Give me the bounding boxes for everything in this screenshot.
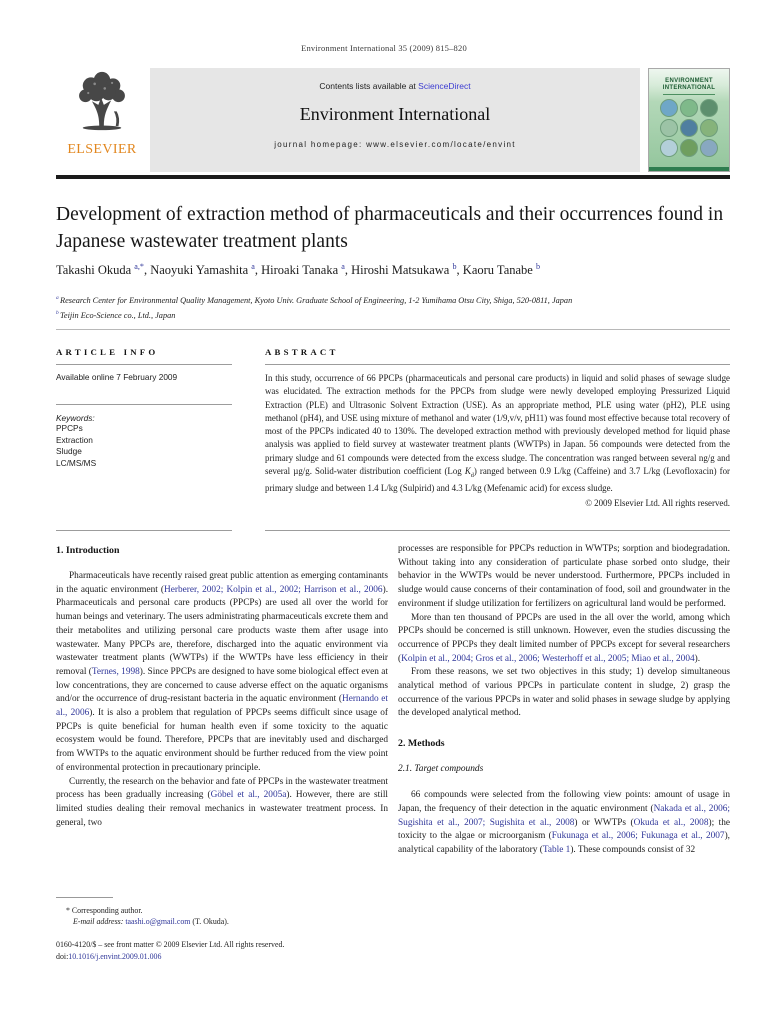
cover-thumbnail xyxy=(680,99,698,117)
abstract-copyright: © 2009 Elsevier Ltd. All rights reserved. xyxy=(585,498,730,509)
journal-cover xyxy=(648,68,730,172)
citation-link[interactable]: Herberer, 2002; Kolpin et al., 2002; Harrison et al., 2006 xyxy=(164,584,383,595)
email-link[interactable]: taashi.o@gmail.com xyxy=(125,917,191,926)
text-run: More than ten thousand of PPCPs are used in the all over the world, among which PPCPs should be concerned is still unknown. However, even the studies discussing the occurrence of PPCPs they dealt limited number of PPCPs except for several researchers ( xyxy=(398,612,730,664)
cover-thumbnail xyxy=(700,119,718,137)
cover-thumbnail xyxy=(660,99,678,117)
text-run: a xyxy=(56,295,61,301)
cover-footer-bar xyxy=(649,167,729,171)
available-online: Available online 7 February 2009 xyxy=(56,372,178,382)
article-info-panel xyxy=(56,347,232,470)
text-run: , Kaoru Tanabe xyxy=(456,263,536,278)
keyword: LC/MS/MS xyxy=(56,458,97,469)
text-run: Teijin Eco-Science co., Ltd., Japan xyxy=(60,310,176,320)
issn-copyright-line: 0160-4120/$ – see front matter © 2009 Elsevier Ltd. All rights reserved. xyxy=(56,940,285,949)
elsevier-tree-icon xyxy=(73,71,131,137)
text-run: In this study, occurrence of 66 PPCPs (pharmaceuticals and personal care products) in liquid and solid phases of sewage sludge was elucidated. The extraction methods for the PPCPs from sludge were newly developed employing Pressurized Liquid Extraction (PLE) and Ultrasonic Solvent Extraction (USE). As an appropriate method, PLE using water (pH2), PLE using methanol (pH4), and USE using mixture of methanol and water (1/9,v/v, pH11) was found most effective because total recovery of most of the PPCPs indicated 40 to 130%. The developed extraction method with previously developed method for liquid phase analysis was applied to field survey at wastewater treatment plants (WWTPs) in Japan. 56 compounds were detected from the primary sludge and 61 compounds were detected from the excess sludge. The concentration was ranged between several ng/g and several µg/g. Solid-water distribution coefficient (Log xyxy=(265,373,730,477)
text-run: From these reasons, we set two objectives in this study; 1) develop simultaneous analytical method of various PPCPs in particulate content in sludge, 2) grasp the occurrence of the various PPCPs in water and solid phases in sewage sludge by applying the developed analytical method. xyxy=(398,667,730,719)
text-run: b xyxy=(56,309,61,316)
intro-paragraph-2 xyxy=(56,776,388,831)
keyword: Sludge xyxy=(56,446,82,457)
intro-paragraph-1 xyxy=(56,570,388,776)
contents-available-line xyxy=(150,81,640,91)
text-run: d xyxy=(470,471,474,479)
text-run: b xyxy=(452,262,457,271)
abstract-heading: ABSTRACT xyxy=(265,347,339,357)
text-run: 66 compounds were selected from the following view points: amount of usage in Japan, the frequency of their detection in the aquatic environment ( xyxy=(398,790,730,814)
cover-thumbnail xyxy=(700,99,718,117)
keyword: Extraction xyxy=(56,434,93,445)
text-run: ); the toxicity to the algae or microorganism ( xyxy=(398,817,730,842)
email-suffix: (T. Okuda). xyxy=(190,917,229,926)
abstract-panel xyxy=(265,347,730,508)
citation-link[interactable]: Kolpin et al., 2004; Gros et al., 2006; Westerhoff et al., 2005; Miao et al., 2004 xyxy=(401,653,695,664)
header-divider xyxy=(56,175,730,179)
text-run: ). xyxy=(694,653,701,664)
abstract-text xyxy=(265,372,730,495)
text-run: ). However, there are still limited studies dealing their removal mechanics in wastewater treatment process. In general, two xyxy=(56,790,389,828)
citation-link[interactable]: Ternes, 1998 xyxy=(91,666,140,677)
cover-title: ENVIRONMENT INTERNATIONAL xyxy=(662,78,716,91)
section-heading-introduction: 1. Introduction xyxy=(56,545,120,556)
cover-thumbnail xyxy=(660,119,678,137)
article-info-rule-2 xyxy=(56,404,232,405)
text-run: ). Since PPCPs are designed to have some biological effect even at low concentrations, they are concerned to cause adverse effect on the aquatic organisms and/or the occurrence of drug-resistant bacteria in the aquatic environment ( xyxy=(56,666,388,705)
email-label: E-mail address: xyxy=(73,917,126,926)
citation-link[interactable]: Göbel et al., 2005a xyxy=(210,790,287,801)
cover-thumbnail xyxy=(680,119,698,137)
footer-block xyxy=(56,939,396,962)
journal-masthead xyxy=(150,68,640,172)
journal-citation-header: Environment International 35 (2009) 815–820 xyxy=(301,43,467,53)
sciencedirect-link[interactable]: ScienceDirect xyxy=(418,81,471,91)
cover-thumbnail xyxy=(700,139,718,157)
footnote-rule xyxy=(56,897,113,898)
text-run: Research Center for Environmental Quality Management, Kyoto Univ. Graduate School of Engineering, 1-2 Yumihama Otsu City, Shiga, 520-0811, Japan xyxy=(60,295,573,305)
methods-paragraph-1 xyxy=(398,789,730,858)
journal-banner xyxy=(56,68,730,172)
subsection-heading-target-compounds: 2.1. Target compounds xyxy=(398,764,484,775)
text-run: b xyxy=(535,262,541,271)
cover-thumbnail xyxy=(680,139,698,157)
text-run: a,* xyxy=(134,262,144,271)
affiliation-divider xyxy=(56,329,730,330)
corresponding-author-note: * Corresponding author. xyxy=(66,906,143,915)
text-run: processes are responsible for PPCPs reduction in WWTPs; sorption and biodegradation. Without taking into any consideration of particulate phase sorbed onto sludge, their behavior in the WWTPs would be never understood. Furthermore, PPCPs included in sludge would cause concerns of their contamination of food, soil and groundwater in the environment if sludge utilization for fertilizers on agricultural land would be performed. xyxy=(398,544,730,609)
text-run: ). Pharmaceuticals and personal care products (PPCPs) are used all over the world for human beings and veterinary. The users administrating pharmaceuticals excrete them and their metabolites and utilizing personal care products waste them after usage into wastewater. Many PPCPs are, therefore, discharged into the aquatic environment via wastewater treatment plants (WWTPs) if the WWTPs have less efficiency in their removal ( xyxy=(56,584,389,677)
affiliations xyxy=(56,292,730,322)
text-run: a xyxy=(251,262,255,271)
article-info-rule xyxy=(56,364,232,365)
text-run: ), analytical capability of the laboratory ( xyxy=(398,831,730,855)
affiliation-a xyxy=(56,292,730,307)
text-run: Takashi Okuda xyxy=(56,263,135,278)
section-heading-methods: 2. Methods xyxy=(398,738,445,750)
doi-link[interactable]: 10.1016/j.envint.2009.01.006 xyxy=(68,951,162,961)
text-run: ). It is also a problem that regulation of PPCPs seems difficult since usage of PPCPs is quite beneficial for human health even if some toxicity to the aquatic ecosystem would be found. Therefore, PPCPs that are inevitably used and discharged from WWTPs to the aquatic environment should be further reduced from the view point of environmental protection in precautionary principle. xyxy=(56,708,388,773)
keyword: PPCPs xyxy=(56,423,83,433)
elsevier-wordmark: ELSEVIER xyxy=(67,142,137,157)
affiliation-b xyxy=(56,307,730,322)
article-info-heading: ARTICLE INFO xyxy=(56,347,159,357)
text-run: ). These compounds consist of 32 xyxy=(570,844,696,855)
keywords-label: Keywords: xyxy=(56,413,95,423)
contents-label: Contents lists available at xyxy=(319,81,419,91)
cover-thumbnail xyxy=(660,139,678,157)
email-line xyxy=(56,916,388,927)
abstract-rule xyxy=(265,364,730,365)
text-run: K xyxy=(464,466,471,477)
text-run: , Hiroaki Tanaka xyxy=(254,263,342,278)
journal-homepage-link[interactable]: journal homepage: www.elsevier.com/locate/envint xyxy=(274,140,516,149)
citation-link[interactable]: Table 1 xyxy=(542,844,571,855)
text-run: ) ranged between 0.9 L/kg (Caffeine) and 3.7 L/kg (Levofloxacin) for primary sludge and between 1.4 L/kg (Sulpirid) and 4.3 L/kg (Mefenamic acid) for excess sludge. xyxy=(265,466,730,494)
intro-paragraph-5 xyxy=(398,666,730,721)
text-run: Pharmaceuticals have recently raised great public attention as emerging contaminants in the aquatic environment ( xyxy=(56,571,388,595)
text-run: Currently, the research on the behavior and fate of PPCPs in the wastewater treatment process has been gradually increasing ( xyxy=(56,776,389,801)
citation-link[interactable]: Nakada et al., 2006; Sugishita et al., 2007; Sugishita et al., 2008 xyxy=(398,803,730,828)
article-info-bottom-rule xyxy=(56,530,232,531)
cover-thumbnail-grid xyxy=(649,95,729,157)
text-run: ) or WWTPs ( xyxy=(574,817,634,828)
text-run: , Naoyuki Yamashita xyxy=(143,263,252,278)
body-column-left xyxy=(56,543,388,830)
journal-name: Environment International xyxy=(299,104,491,124)
footnote-block xyxy=(56,897,388,927)
text-run: a xyxy=(341,262,345,271)
intro-paragraph-4 xyxy=(398,612,730,667)
doi-label: doi: xyxy=(56,951,69,961)
citation-link[interactable]: Hernando et al., 2006 xyxy=(56,694,388,719)
body-column-right xyxy=(398,543,730,858)
abstract-bottom-rule xyxy=(265,530,730,531)
elsevier-logo xyxy=(56,68,148,172)
doi-line xyxy=(56,951,396,963)
text-run: , Hiroshi Matsukawa xyxy=(344,263,453,278)
intro-paragraph-3 xyxy=(398,543,730,612)
citation-link[interactable]: Okuda et al., 2008 xyxy=(633,817,709,828)
citation-link[interactable]: Fukunaga et al., 2006; Fukunaga et al., 2007 xyxy=(551,831,725,842)
article-title: Development of extraction method of pharmaceuticals and their occurrences found in Japanese wastewater treatment plants xyxy=(56,204,724,252)
author-list xyxy=(56,262,730,278)
